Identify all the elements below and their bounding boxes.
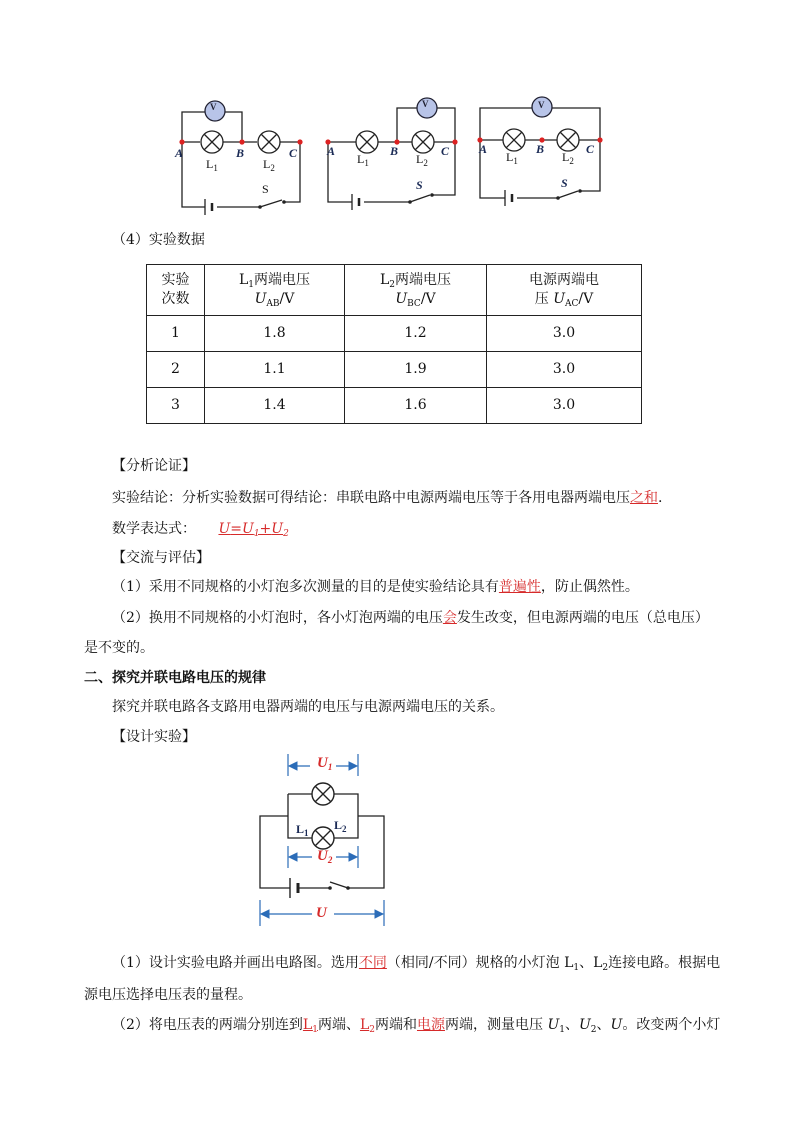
evaluation-title: 【交流与评估】 [112, 550, 210, 566]
experiment-data-table [146, 264, 642, 424]
design-title: 【设计实验】 [112, 729, 196, 745]
table-cell: 1.2 [345, 316, 487, 352]
lamp2-label: $L_2$ [263, 157, 275, 173]
point-c-label: C [441, 144, 450, 158]
table-cell: 1.4 [205, 388, 345, 424]
answer-blank: 不同 [358, 955, 387, 971]
u-label: U [316, 905, 327, 921]
evaluation-point-2-line2: 是不变的。 [84, 640, 154, 656]
point-a-label: A [479, 142, 488, 156]
l2-label: $L_2$ [334, 818, 347, 834]
answer-blank: 电源 [416, 1017, 445, 1033]
header-l2-voltage: $L_2$两端电压 $U_{BC}/V$ [345, 265, 487, 316]
analysis-title: 【分析论证】 [112, 458, 196, 474]
math-expression: 数学表达式： $U=U_1+U_2$ [112, 519, 293, 539]
section-2-intro: 探究并联电路各支路用电器两端的电压与电源两端电压的关系。 [112, 699, 504, 715]
evaluation-point-2: （2）换用不同规格的小灯泡时，各小灯泡两端的电压会发生改变，但电源两端的电压（总电压） [112, 610, 709, 626]
header-source-voltage: 电源两端电 压 $U_{AC}/V$ [487, 265, 642, 316]
step-1-line2: 源电压选择电压表的量程。 [84, 987, 252, 1003]
u1-label: $U_1$ [317, 755, 333, 772]
l1-label: $L_1$ [296, 822, 309, 838]
formula-answer: $U=U_1+U_2$ [218, 521, 289, 539]
table-cell: 1 [147, 316, 205, 352]
table-cell: 1.1 [205, 352, 345, 388]
switch-label: S [561, 176, 568, 190]
answer-blank: $L_2$ [359, 1017, 375, 1035]
table-cell: 1.6 [345, 388, 487, 424]
evaluation-point-1: （1）采用不同规格的小灯泡多次测量的目的是使实验结论具有普遍性，防止偶然性。 [112, 579, 639, 595]
point-c-label: C [289, 146, 298, 160]
point-b-label: B [390, 144, 399, 158]
step-1: （1）设计实验电路并画出电路图。选用不同（相同/不同）规格的小灯泡 $L_1$、$L_2$连接电路。根据电 [112, 955, 721, 973]
section-2-heading: 二、探究并联电路电压的规律 [84, 670, 266, 686]
switch-label: S [416, 178, 423, 192]
lamp1-label: $L_1$ [506, 150, 518, 166]
step-2: （2）将电压表的两端分别连到$L_1$两端、$L_2$两端和电源两端，测量电压 $U_1$、$U_2$、U。改变两个小灯 [112, 1017, 721, 1035]
header-trial: 实验 次数 [147, 265, 205, 316]
lamp2-label: $L_2$ [562, 150, 574, 166]
analysis-conclusion: 实验结论：分析实验数据可得结论：串联电路中电源两端电压等于各用电器两端电压之和. [112, 490, 663, 506]
table-cell: 2 [147, 352, 205, 388]
header-l1-voltage: $L_1$两端电压 $U_{AB}/V$ [205, 265, 345, 316]
answer-blank: 普遍性 [498, 579, 541, 595]
answer-blank: 之和 [630, 490, 658, 506]
table-header-row [147, 265, 642, 316]
table-cell: 3.0 [487, 352, 642, 388]
lamp1-label: $L_1$ [206, 157, 218, 173]
parallel-circuit-diagram [250, 750, 400, 930]
answer-blank: 会 [442, 610, 457, 626]
table-row [147, 388, 642, 424]
point-b-label: B [536, 142, 545, 156]
u2-label: $U_2$ [317, 848, 333, 865]
switch-label: S [262, 182, 269, 196]
table-row [147, 316, 642, 352]
answer-blank: $L_1$ [302, 1017, 318, 1035]
table-cell: 1.8 [205, 316, 345, 352]
table-cell: 3 [147, 388, 205, 424]
point-a-label: A [327, 144, 336, 158]
point-c-label: C [586, 142, 595, 156]
lamp2-label: $L_2$ [416, 152, 428, 168]
table-cell: 1.9 [345, 352, 487, 388]
point-b-label: B [236, 146, 245, 160]
lamp1-label: $L_1$ [357, 152, 369, 168]
section-4-title: （4）实验数据 [112, 232, 205, 248]
table-row [147, 352, 642, 388]
table-cell: 3.0 [487, 316, 642, 352]
point-a-label: A [175, 146, 184, 160]
voltmeter-label: V [422, 99, 429, 109]
voltmeter-label: V [538, 100, 545, 110]
voltmeter-label: V [210, 102, 217, 112]
table-cell: 3.0 [487, 388, 642, 424]
